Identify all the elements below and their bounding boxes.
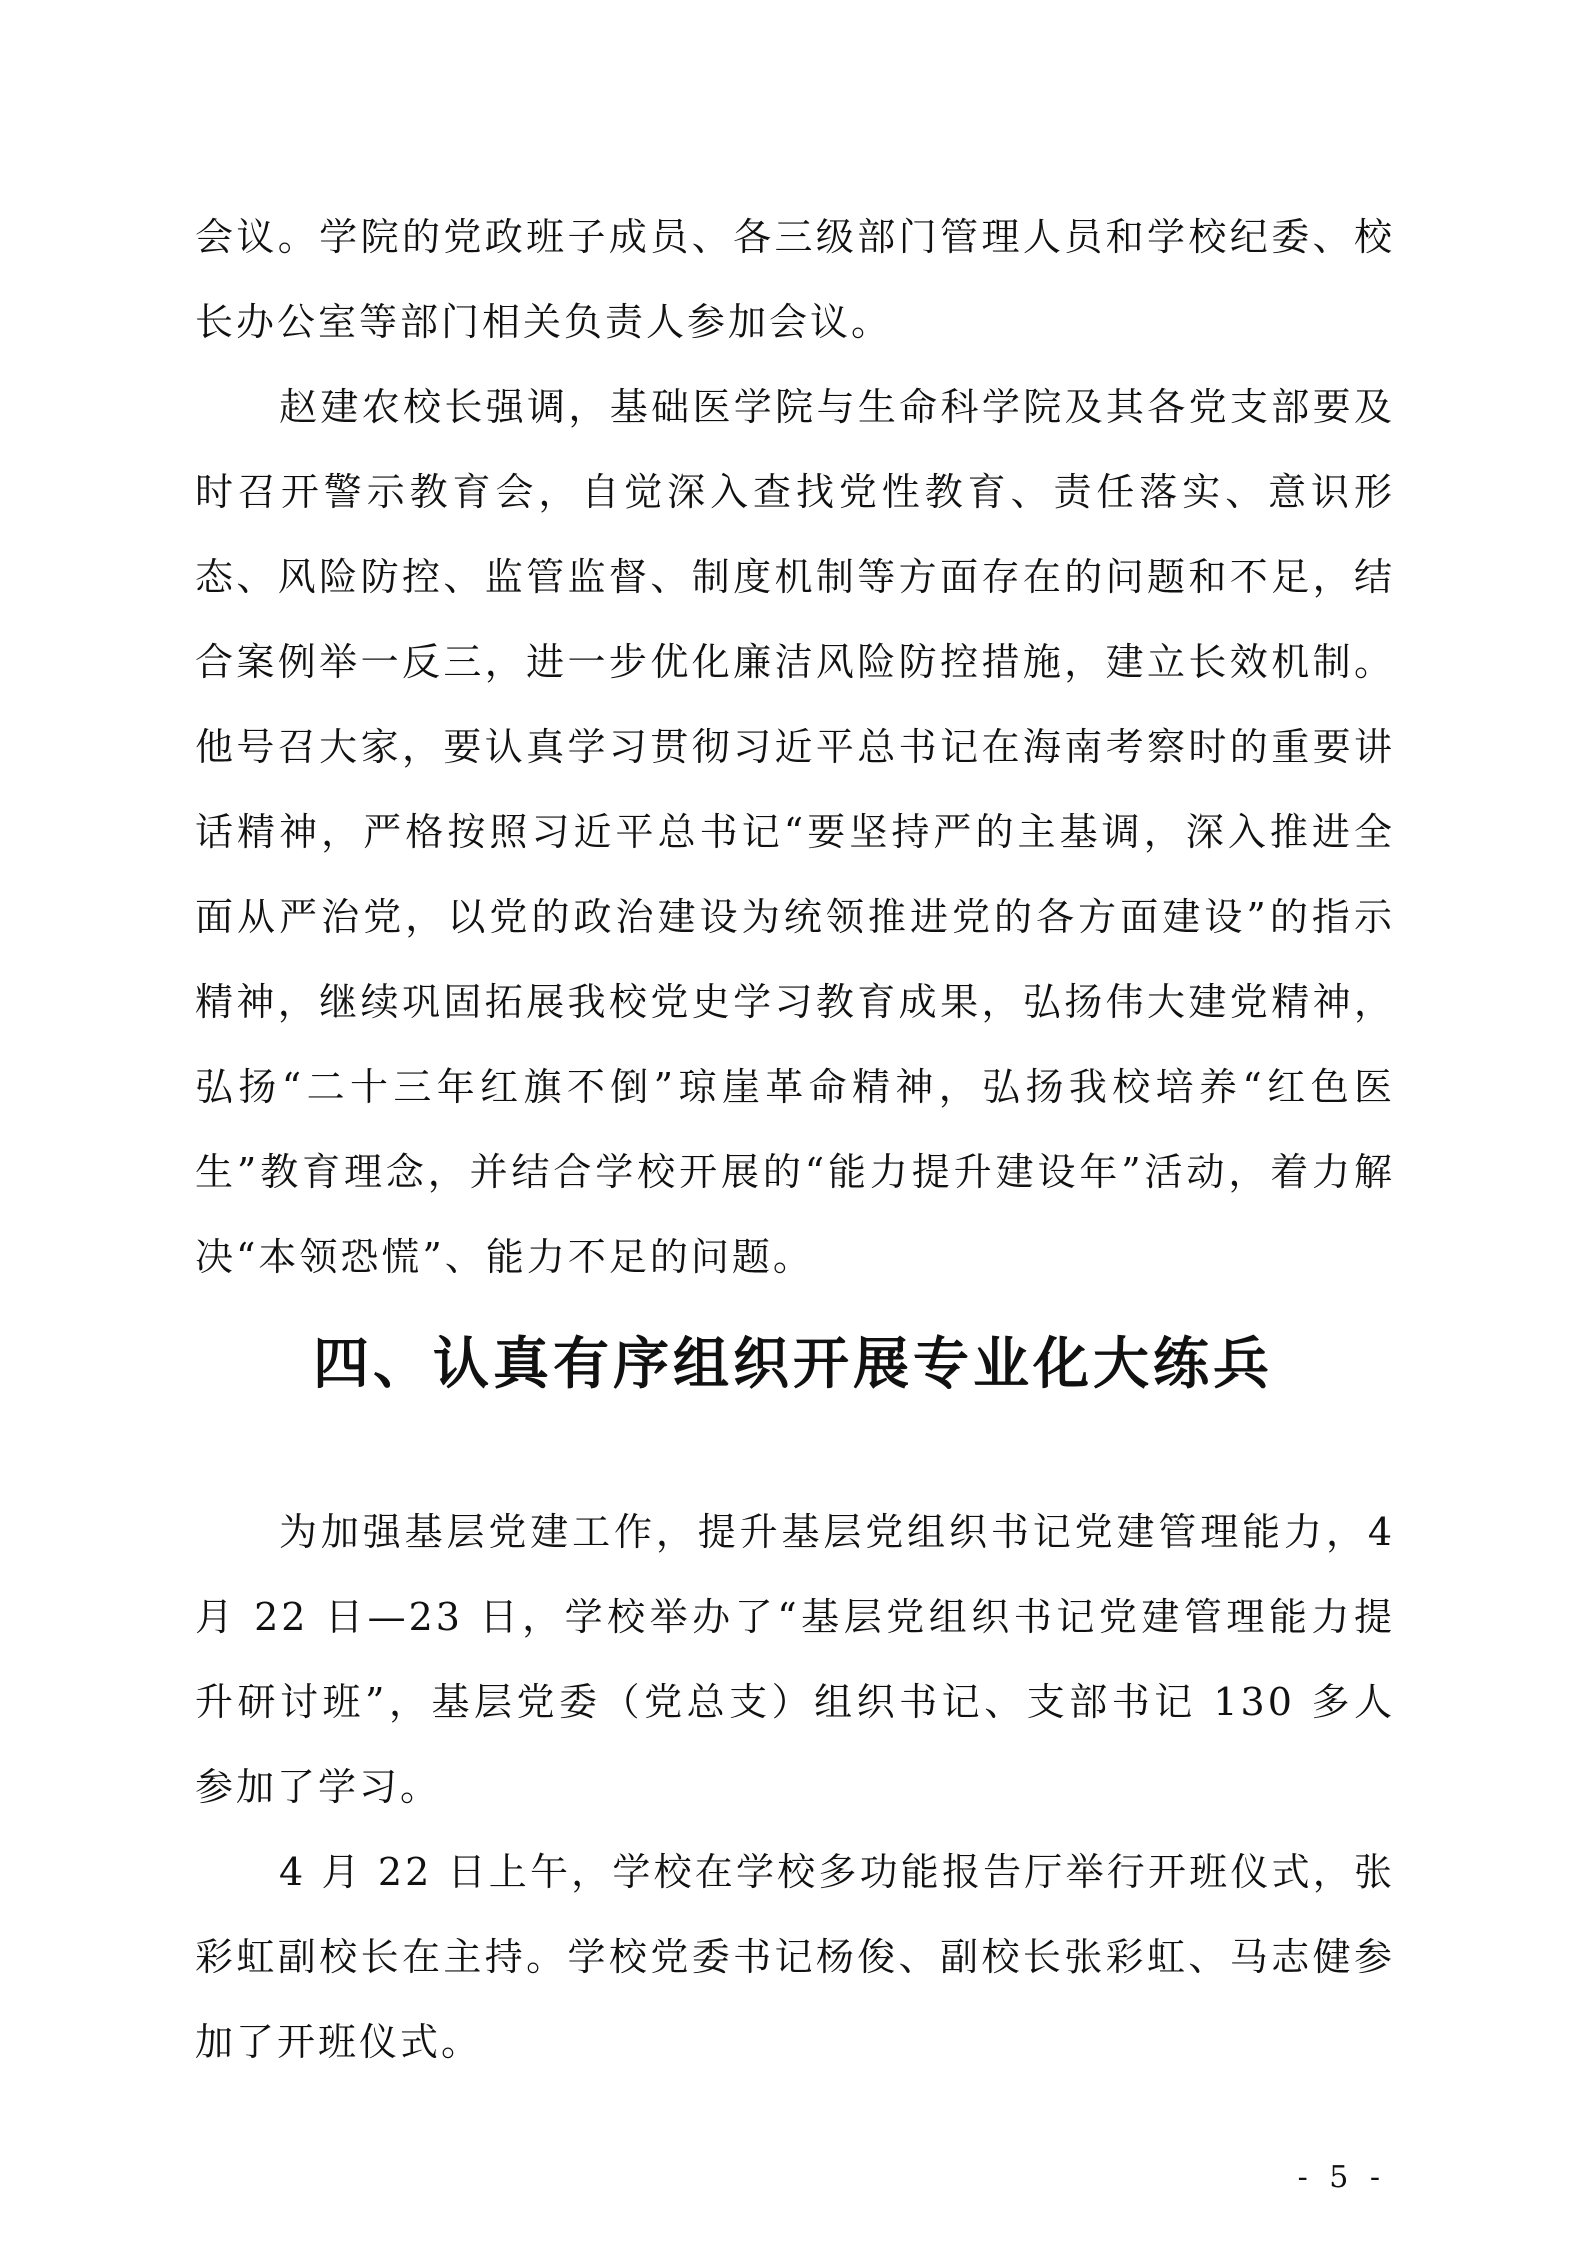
page-number: - 5 - xyxy=(1297,2160,1386,2195)
paragraph-principal-remarks: 赵建农校长强调，基础医学院与生命科学院及其各党支部要及时召开警示教育会，自觉深入查找党性教育、责任落实、意识形态、风险防控、监管监督、制度机制等方面存在的问题和不足，结合案例举一反三，进一步优化廉洁风险防控措施，建立长效机制。他号召大家，要认真学习贯彻习近平总书记在海南考察时的重要讲话精神，严格按照习近平总书记“要坚持严的主基调，深入推进全面从严治党，以党的政治建设为统领推进党的各方面建设”的指示精神，继续巩固拓展我校党史学习教育成果，弘扬伟大建党精神，弘扬“二十三年红旗不倒”琼崖革命精神，弘扬我校培养“红色医生”教育理念，并结合学校开展的“能力提升建设年”活动，着力解决“本领恐慌”、能力不足的问题。 xyxy=(195,385,1395,1279)
paragraph-continuation: 会议。学院的党政班子成员、各三级部门管理人员和学校纪委、校长办公室等部门相关负责人参加会议。 xyxy=(195,215,1395,344)
paragraph-training-session: 为加强基层党建工作，提升基层党组织书记党建管理能力，4 月 22 日—23 日，学校举办了“基层党组织书记党建管理能力提升研讨班”，基层党委（党总支）组织书记、支部书记 130 多人参加了学习。 xyxy=(195,1510,1395,1809)
paragraph-opening-ceremony: 4 月 22 日上午，学校在学校多功能报告厅举行开班仪式，张彩虹副校长在主持。学校党委书记杨俊、副校长张彩虹、马志健参加了开班仪式。 xyxy=(195,1850,1395,2064)
section-heading: 四、认真有序组织开展专业化大练兵 xyxy=(313,1331,1273,1397)
